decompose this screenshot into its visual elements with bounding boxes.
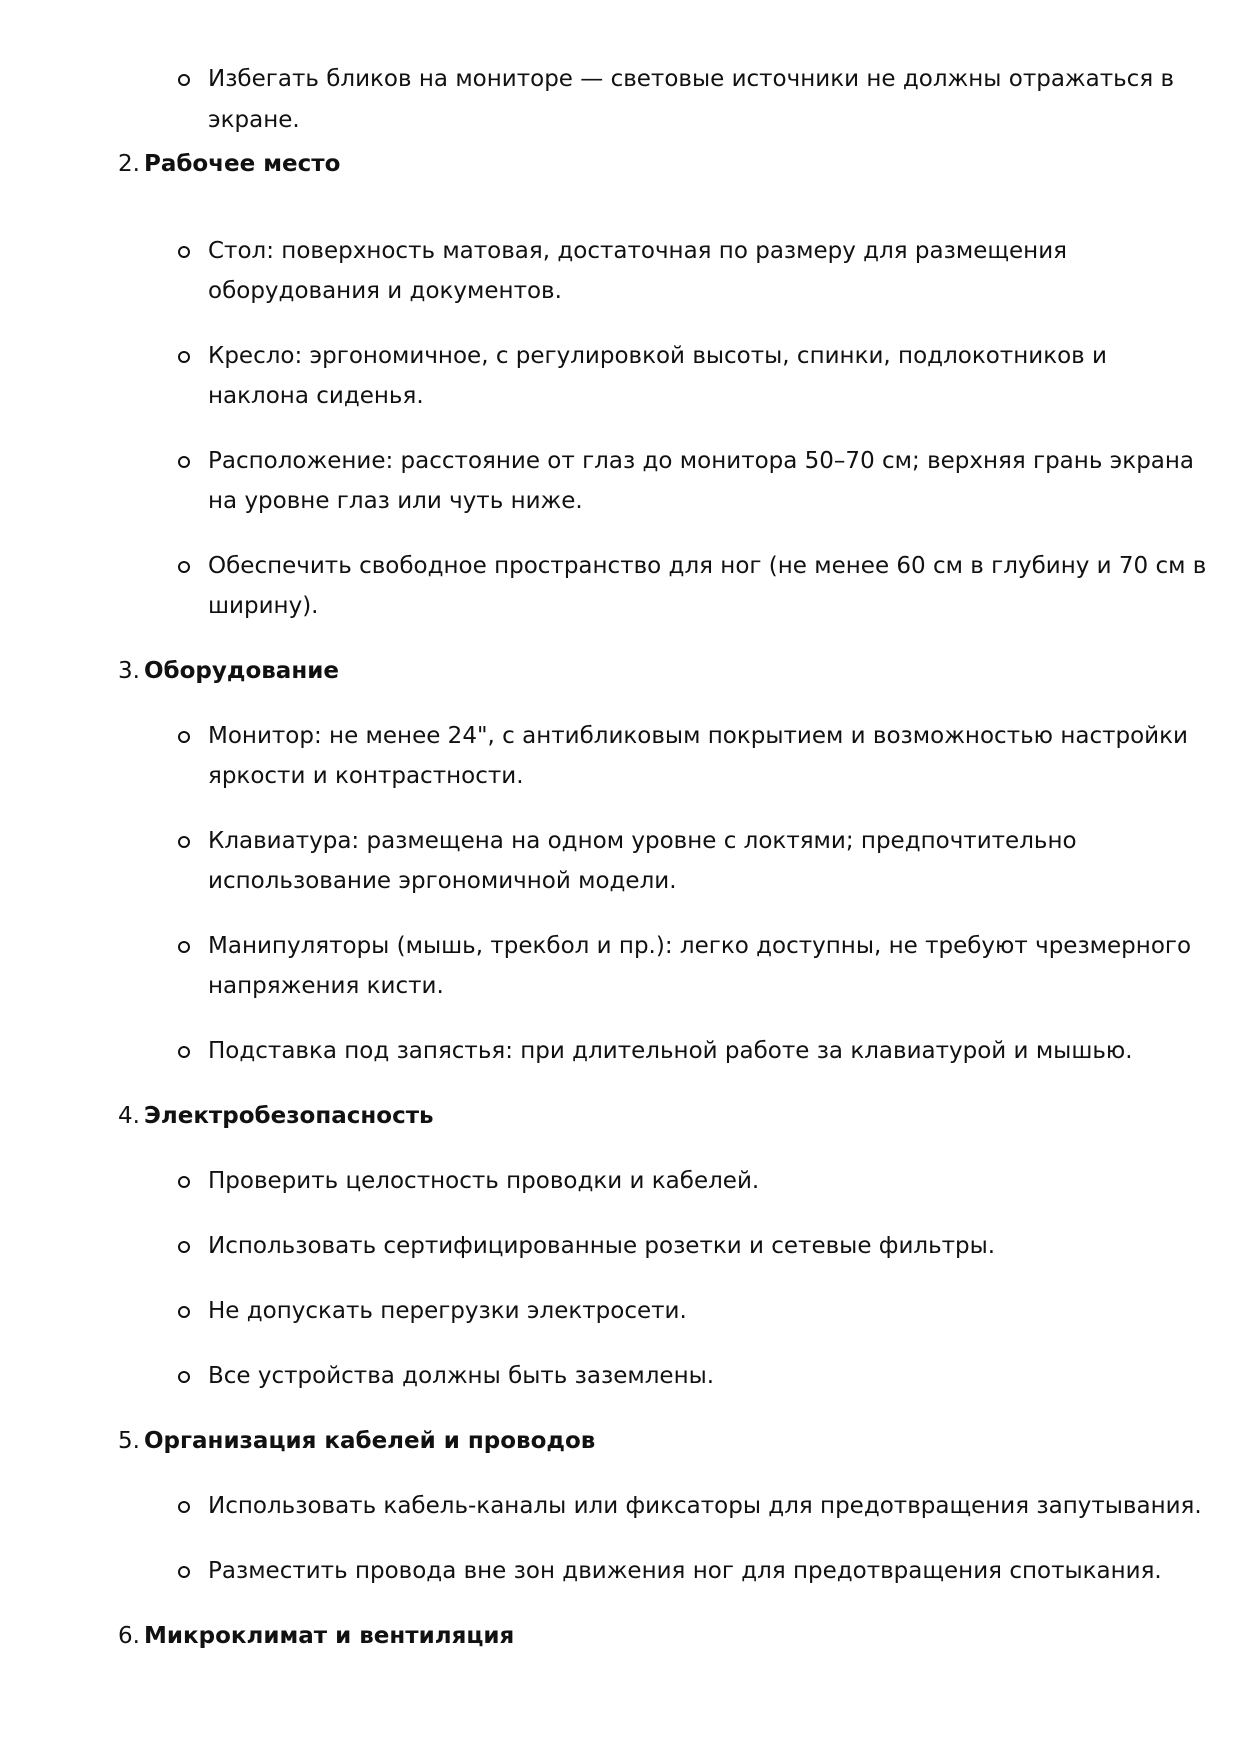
section-number: 3. [118,658,140,684]
list-item-line: Клавиатура: размещена на одном уровне с локтями; предпочтительно [208,828,1077,854]
list-bullet [178,731,190,743]
list-bullet [178,1176,190,1188]
section-number: 2. [118,151,140,177]
list-item-line: наклона сиденья. [208,383,424,409]
list-item-line: Использовать кабель-каналы или фиксаторы для предотвращения запутывания. [208,1493,1202,1519]
section-title: Электробезопасность [144,1103,434,1129]
list-item-line: Все устройства должны быть заземлены. [208,1363,715,1389]
list-item-line: ширину). [208,593,319,619]
list-bullet [178,351,190,363]
section-number: 4. [118,1103,140,1129]
list-item-line: Кресло: эргономичное, с регулировкой высоты, спинки, подлокотников и [208,343,1107,369]
list-item-line: Обеспечить свободное пространство для ног (не менее 60 см в глубину и 70 см в [208,553,1207,579]
list-item-line: Разместить провода вне зон движения ног для предотвращения спотыкания. [208,1558,1162,1584]
section-title: Организация кабелей и проводов [144,1428,596,1454]
list-bullet [178,74,190,86]
list-item-line: Проверить целостность проводки и кабелей. [208,1168,760,1194]
list-item-line: экране. [208,107,300,133]
list-bullet [178,1241,190,1253]
list-item-line: Монитор: не менее 24", с антибликовым покрытием и возможностью настройки [208,723,1188,749]
list-bullet [178,941,190,953]
list-bullet [178,1371,190,1383]
list-item-line: на уровне глаз или чуть ниже. [208,488,583,514]
list-item-line: Использовать сертифицированные розетки и сетевые фильтры. [208,1233,996,1259]
list-item-line: Избегать бликов на мониторе — световые источники не должны отражаться в [208,66,1175,92]
list-bullet [178,246,190,258]
section-title: Микроклимат и вентиляция [144,1623,515,1649]
list-item-line: Не допускать перегрузки электросети. [208,1298,687,1324]
list-item-line: Манипуляторы (мышь, трекбол и пр.): легко доступны, не требуют чрезмерного [208,933,1192,959]
list-item-line: оборудования и документов. [208,278,562,304]
list-bullet [178,1046,190,1058]
section-title: Оборудование [144,658,339,684]
list-item-line: Расположение: расстояние от глаз до монитора 50–70 см; верхняя грань экрана [208,448,1195,474]
section-number: 6. [118,1623,140,1649]
list-item-line: Подставка под запястья: при длительной работе за клавиатурой и мышью. [208,1038,1133,1064]
list-item-line: напряжения кисти. [208,973,444,999]
list-item-line: использование эргономичной модели. [208,868,677,894]
list-item-line: Стол: поверхность матовая, достаточная по размеру для размещения [208,238,1067,264]
list-item-line: яркости и контрастности. [208,763,524,789]
list-bullet [178,1566,190,1578]
section-title: Рабочее место [144,151,341,177]
list-bullet [178,561,190,573]
list-bullet [178,1501,190,1513]
list-bullet [178,836,190,848]
list-bullet [178,456,190,468]
list-bullet [178,1306,190,1318]
section-number: 5. [118,1428,140,1454]
